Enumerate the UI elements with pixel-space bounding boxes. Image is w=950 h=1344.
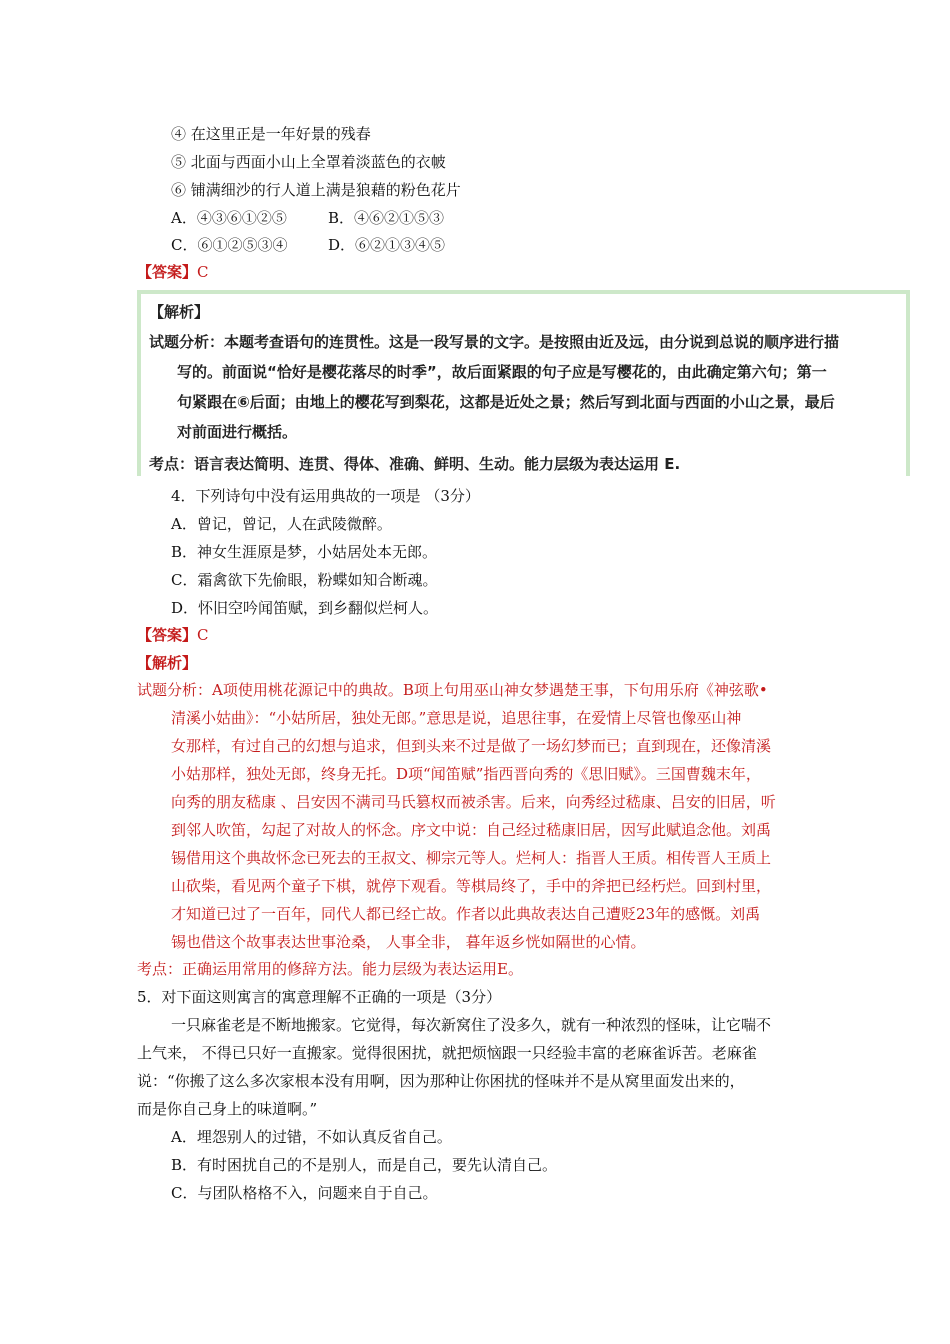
option-b: B．神女生涯原是梦，小姑居处本无郎。 — [171, 543, 438, 561]
list-item: ⑥ 铺满细沙的行人道上满是狼藉的粉色花片 — [171, 181, 461, 199]
answer-tag: 【答案】 — [137, 626, 198, 644]
option-c: C．霜禽欲下先偷眼，粉蝶如知合断魂。 — [171, 571, 438, 589]
option-a: A．曾记，曾记，人在武陵微醉。 — [171, 515, 392, 533]
option-d: D．⑥②①③④⑤ — [328, 236, 446, 254]
option-a: A．埋怨别人的过错，不如认真反省自己。 — [171, 1128, 452, 1146]
analysis-line: 句紧跟在⑥后面；由地上的樱花写到梨花，这都是近处之景；然后写到北面与西面的小山之景，最后 — [177, 393, 835, 411]
passage-line: 上气来， 不得已只好一直搬家。觉得很困扰，就把烦恼跟一只经验丰富的老麻雀诉苦。老麻雀 — [137, 1044, 757, 1062]
analysis-kaodian: 考点：语言表达简明、连贯、得体、准确、鲜明、生动。能力层级为表达运用 E. — [149, 455, 681, 473]
analysis-line: 才知道已过了一百年，同代人都已经亡故。作者以此典故表达自己遭贬23年的感慨。刘禹 — [171, 905, 761, 923]
question-4: 4．下列诗句中没有运用典故的一项是 （3分） — [171, 487, 480, 505]
passage-line: 一只麻雀老是不断地搬家。它觉得，每次新窝住了没多久，就有一种浓烈的怪味，让它喘不 — [171, 1016, 772, 1034]
analysis-line: 试题分析：A项使用桃花源记中的典故。B项上句用巫山神女梦遇楚王事，下句用乐府《神弦歌• — [137, 681, 768, 699]
analysis-line: 清溪小姑曲》：“小姑所居，独处无郎。”意思是说，追思往事，在爱情上尽管也像巫山神 — [171, 709, 742, 727]
analysis-line: 写的。前面说“恰好是樱花落尽的时季”，故后面紧跟的句子应是写樱花的，由此确定第六句；第一 — [177, 363, 827, 381]
answer-value: C — [197, 263, 209, 281]
answer — [137, 262, 209, 282]
list-item: ⑤ 北面与西面小山上全罩着淡蓝色的衣帔 — [171, 153, 446, 171]
analysis-box — [137, 290, 910, 476]
analysis-line: 到邻人吹笛，勾起了对故人的怀念。序文中说：自己经过嵇康旧居，因写此赋追念他。刘禹 — [171, 821, 772, 839]
analysis-line: 山砍柴，看见两个童子下棋，就停下观看。等棋局终了，手中的斧把已经朽烂。回到村里， — [171, 877, 772, 895]
option-b: B．有时困扰自己的不是别人，而是自己，要先认清自己。 — [171, 1156, 558, 1174]
analysis-line: 女那样，有过自己的幻想与追求，但到头来不过是做了一场幻梦而已；直到现在，还像清溪 — [171, 737, 772, 755]
option-a: A．④③⑥①②⑤ — [171, 209, 287, 227]
option-d: D．怀旧空吟闻笛赋，到乡翻似烂柯人。 — [171, 599, 439, 617]
question-5: 5．对下面这则寓言的寓意理解不正确的一项是（3分） — [137, 988, 502, 1006]
list-item: ④ 在这里正是一年好景的残春 — [171, 125, 371, 143]
analysis-line: 小姑那样，独处无郎，终身无托。D项“闻笛赋”指西晋向秀的《思旧赋》。三国曹魏末年， — [171, 765, 761, 783]
passage-line: 说：“你搬了这么多次家根本没有用啊，因为那种让你困扰的怪味并不是从窝里面发出来的， — [137, 1072, 745, 1090]
analysis-line: 试题分析：本题考查语句的连贯性。这是一段写景的文字。是按照由近及远，由分说到总说的顺序进行描 — [149, 333, 840, 351]
answer-value: C — [197, 626, 209, 644]
passage-line: 而是你自己身上的味道啊。” — [137, 1100, 318, 1118]
analysis-tag: 【解析】 — [137, 654, 198, 672]
analysis-line: 向秀的朋友嵇康 、吕安因不满司马氏篡权而被杀害。后来，向秀经过嵇康、吕安的旧居，听 — [171, 793, 776, 811]
answer — [137, 625, 209, 645]
kaodian: 考点：正确运用常用的修辞方法。能力层级为表达运用E。 — [137, 960, 523, 978]
analysis-line: 锡借用这个典故怀念已死去的王叔文、柳宗元等人。烂柯人：指晋人王质。相传晋人王质上 — [171, 849, 772, 867]
answer-tag: 【答案】 — [137, 263, 198, 281]
analysis-line: 对前面进行概括。 — [177, 423, 298, 441]
analysis-line: 锡也借这个故事表达世事沧桑， 人事全非， 暮年返乡恍如隔世的心情。 — [171, 933, 646, 951]
option-c: C．⑥①②⑤③④ — [171, 236, 288, 254]
analysis-heading: 【解析】 — [149, 303, 210, 321]
option-b: B．④⑥②①⑤③ — [328, 209, 445, 227]
option-c: C．与团队格格不入，问题来自于自己。 — [171, 1184, 438, 1202]
